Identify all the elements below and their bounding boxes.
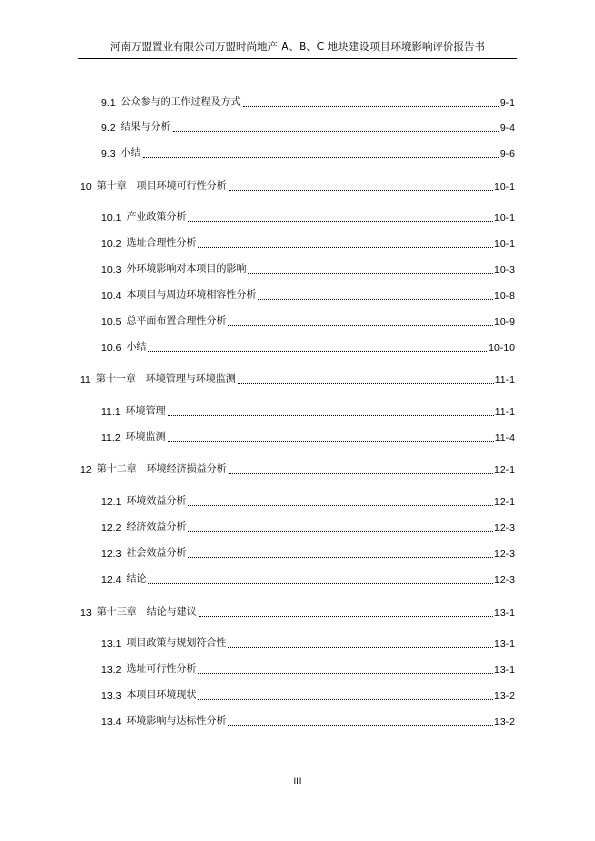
- toc-dot-leader: [238, 382, 494, 384]
- toc-entry-number: 10.4: [101, 290, 122, 302]
- toc-entry-number: 10.6: [101, 342, 122, 354]
- toc-dot-leader: [148, 582, 493, 584]
- toc-dot-leader: [168, 414, 494, 416]
- toc-entry-title: 环境影响与达标性分析: [126, 716, 227, 727]
- toc-entry-page: 10-8: [493, 290, 515, 302]
- toc-entry-title: 产业政策分析: [126, 212, 187, 223]
- toc-entry-number: 10.1: [101, 212, 122, 224]
- toc-entry-number: 13.2: [101, 664, 122, 676]
- toc-entry-title: 本项目环境现状: [126, 690, 197, 701]
- toc-entry-number: 13: [80, 607, 92, 619]
- toc-entry-number: 9.2: [101, 122, 116, 134]
- toc-entry[interactable]: [101, 663, 515, 677]
- toc-dot-leader: [243, 105, 499, 107]
- toc-entry[interactable]: [80, 463, 515, 477]
- toc-dot-leader: [199, 615, 493, 617]
- toc-entry-title: 总平面布置合理性分析: [126, 316, 227, 327]
- toc-entry-page: 12-1: [493, 464, 515, 476]
- toc-entry-number: 13.3: [101, 690, 122, 702]
- toc-entry-title: 社会效益分析: [126, 548, 187, 559]
- toc-entry[interactable]: [101, 715, 515, 729]
- toc-entry[interactable]: [80, 373, 515, 387]
- toc-entry-page: 13-1: [493, 607, 515, 619]
- toc-entry-number: 10.3: [101, 264, 122, 276]
- toc-entry-page: 11-1: [494, 374, 515, 386]
- toc-entry[interactable]: [80, 180, 515, 194]
- toc-entry-title: 第十一章 环境管理与环境监测: [95, 374, 236, 385]
- toc-entry-page: 12-3: [493, 522, 515, 534]
- toc-entry-page: 12-3: [493, 548, 515, 560]
- toc-entry-number: 11.1: [101, 406, 121, 418]
- toc-entry-number: 11: [80, 374, 91, 386]
- toc-entry-title: 结论: [126, 574, 147, 585]
- toc-entry-page: 9-6: [499, 148, 515, 160]
- toc-dot-leader: [188, 556, 493, 558]
- toc-entry[interactable]: [101, 573, 515, 587]
- toc-entry-page: 9-1: [499, 97, 515, 109]
- toc-entry[interactable]: [101, 121, 515, 135]
- toc-entry-page: 9-4: [499, 122, 515, 134]
- toc-entry-page: 10-10: [488, 342, 515, 354]
- toc-entry-title: 环境效益分析: [126, 496, 187, 507]
- toc-dot-leader: [188, 530, 493, 532]
- toc-dot-leader: [248, 272, 493, 274]
- toc-dot-leader: [188, 220, 493, 222]
- toc-dot-leader: [188, 504, 493, 506]
- toc-entry[interactable]: [101, 147, 515, 161]
- toc-entry-number: 11.2: [101, 432, 121, 444]
- toc-entry[interactable]: [101, 547, 515, 561]
- toc-dot-leader: [148, 350, 487, 352]
- running-header: 河南万盟置业有限公司万盟时尚地产 A、B、C 地块建设项目环境影响评价报告书: [110, 41, 485, 53]
- toc-dot-leader: [198, 246, 493, 248]
- toc-entry-page: 11-4: [494, 432, 515, 444]
- toc-entry[interactable]: [101, 689, 515, 703]
- toc-entry[interactable]: [101, 521, 515, 535]
- toc-entry-page: 10-3: [493, 264, 515, 276]
- toc-entry-title: 环境监测: [125, 432, 166, 443]
- toc-entry-title: 外环境影响对本项目的影响: [126, 264, 247, 275]
- toc-entry[interactable]: [101, 431, 515, 445]
- toc-entry-page: 11-1: [494, 406, 515, 418]
- toc-dot-leader: [143, 156, 499, 158]
- toc-entry-number: 12.3: [101, 548, 122, 560]
- toc-dot-leader: [198, 698, 493, 700]
- toc-entry-page: 13-2: [493, 716, 515, 728]
- toc-entry-number: 12.1: [101, 496, 122, 508]
- toc-dot-leader: [229, 189, 493, 191]
- toc-entry-title: 第十二章 环境经济损益分析: [96, 464, 227, 475]
- toc-dot-leader: [258, 298, 493, 300]
- toc-entry[interactable]: [101, 405, 515, 419]
- toc-entry-number: 13.4: [101, 716, 122, 728]
- toc-entry-page: 10-1: [493, 238, 515, 250]
- toc-dot-leader: [198, 672, 493, 674]
- page-number: III: [293, 776, 302, 787]
- toc-entry-title: 项目政策与规划符合性: [126, 638, 227, 649]
- toc-entry-title: 第十章 项目环境可行性分析: [96, 181, 227, 192]
- toc-entry-title: 公众参与的工作过程及方式: [120, 97, 241, 108]
- toc-entry-page: 10-9: [493, 316, 515, 328]
- toc-dot-leader: [228, 646, 493, 648]
- toc-entry-title: 环境管理: [125, 406, 166, 417]
- toc-entry-number: 9.1: [101, 97, 116, 109]
- toc-entry-number: 10: [80, 181, 92, 193]
- toc-entry-page: 10-1: [493, 212, 515, 224]
- toc-dot-leader: [229, 472, 493, 474]
- toc-entry-number: 12.2: [101, 522, 122, 534]
- toc-dot-leader: [228, 724, 493, 726]
- toc-entry-title: 小结: [120, 148, 141, 159]
- toc-entry-title: 第十三章 结论与建议: [96, 607, 197, 618]
- toc-entry-title: 小结: [126, 342, 147, 353]
- toc-entry-page: 13-1: [493, 638, 515, 650]
- toc-entry-number: 9.3: [101, 148, 116, 160]
- toc-entry-page: 12-3: [493, 574, 515, 586]
- toc-entry[interactable]: [101, 315, 515, 329]
- toc-entry-number: 12.4: [101, 574, 122, 586]
- toc-entry-page: 13-1: [493, 664, 515, 676]
- toc-entry-number: 12: [80, 464, 92, 476]
- toc-entry[interactable]: [80, 606, 515, 620]
- toc-entry-page: 10-1: [493, 181, 515, 193]
- toc-entry-page: 12-1: [493, 496, 515, 508]
- toc-entry[interactable]: [101, 211, 515, 225]
- toc-entry-title: 经济效益分析: [126, 522, 187, 533]
- toc-entry[interactable]: [101, 96, 515, 110]
- toc-dot-leader: [168, 440, 494, 442]
- toc-entry[interactable]: [101, 495, 515, 509]
- toc-entry-number: 10.5: [101, 316, 122, 328]
- toc-entry-title: 选址合理性分析: [126, 238, 197, 249]
- toc-entry-title: 本项目与周边环境相容性分析: [126, 290, 257, 301]
- toc-dot-leader: [228, 324, 493, 326]
- toc-entry[interactable]: [101, 289, 515, 303]
- toc-entry[interactable]: [101, 237, 515, 251]
- toc-entry-title: 选址可行性分析: [126, 664, 197, 675]
- toc-entry[interactable]: [101, 263, 515, 277]
- toc-dot-leader: [173, 130, 499, 132]
- toc-entry-number: 13.1: [101, 638, 122, 650]
- toc-entry[interactable]: [101, 341, 515, 355]
- toc-entry-page: 13-2: [493, 690, 515, 702]
- toc-entry-title: 结果与分析: [120, 122, 171, 133]
- toc-entry-number: 10.2: [101, 238, 122, 250]
- toc-entry[interactable]: [101, 637, 515, 651]
